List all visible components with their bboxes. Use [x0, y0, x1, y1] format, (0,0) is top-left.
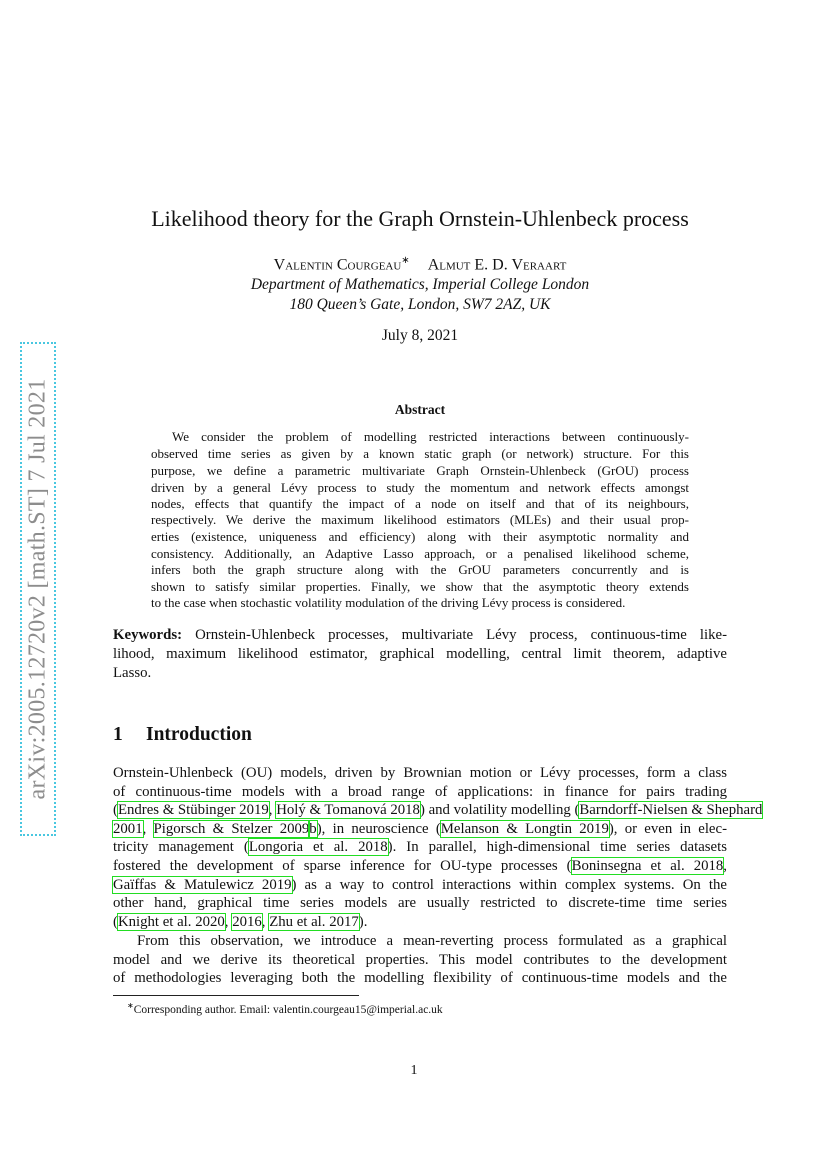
keywords-line — [113, 626, 727, 645]
abstract-heading: Abstract — [394, 402, 446, 417]
keywords-text: Ornstein-Uhlenbeck processes, multivariate Lévy process, continuous-time like- — [195, 627, 727, 643]
paper-title: Likelihood theory for the Graph Ornstein-Uhlenbeck process — [151, 206, 689, 231]
citation-link[interactable]: Longoria et al. 2018 — [248, 839, 388, 855]
abstract-line: nodes, effects that quantify the impact of a node on itself and that of its neighbours, — [151, 496, 689, 511]
arxiv-identifier-stamp — [20, 342, 56, 836]
citation-link[interactable]: Holý & Tomanová 2018 — [276, 802, 420, 818]
abstract-line: erties (existence, uniqueness and efficiency) along with their asymptotic normality and — [151, 529, 689, 544]
footnote-rule — [113, 995, 359, 996]
citation-link[interactable]: Barndorff-Nielsen & Shephard — [579, 802, 763, 818]
citation-link[interactable]: Endres & Stübinger 2019 — [117, 802, 269, 818]
abstract-line: to the case when stochastic volatility modulation of the driving Lévy process is considered. — [151, 595, 626, 610]
body-line: fostered the development of sparse inference for OU-type processes (Boninsegna et al. 2018, — [113, 858, 727, 874]
citation-link[interactable]: 2016 — [232, 914, 262, 930]
body-line: 2001, Pigorsch & Stelzer 2009b), in neuroscience (Melanson & Longtin 2019), or even in elec- — [113, 821, 727, 837]
citation-link[interactable]: Melanson & Longtin 2019 — [440, 821, 609, 837]
abstract-line: consistency. Additionally, an Adaptive Lasso approach, or a penalised likelihood scheme, — [151, 546, 689, 561]
abstract-line: respectively. We derive the maximum likelihood estimators (MLEs) and their usual prop- — [151, 512, 689, 527]
abstract-line: We consider the problem of modelling restricted interactions between continuously- — [172, 429, 689, 444]
footnote-mark: ∗ — [127, 1001, 134, 1010]
citation-link[interactable]: b — [309, 821, 317, 837]
arxiv-identifier-text: arXiv:2005.12720v2 [math.ST] 7 Jul 2021 — [24, 378, 51, 800]
citation-link[interactable]: Zhu et al. 2017 — [269, 914, 359, 930]
citation-link[interactable]: 2001 — [113, 821, 143, 837]
citation-link[interactable]: Pigorsch & Stelzer 2009 — [153, 821, 310, 837]
abstract-line: purpose, we define a parametric multivariate Graph Ornstein-Uhlenbeck (GrOU) process — [151, 463, 689, 478]
paper-date: July 8, 2021 — [381, 327, 459, 344]
citation-link[interactable]: Knight et al. 2020 — [117, 914, 225, 930]
footnote-text: Corresponding author. Email: valentin.courgeau15@imperial.ac.uk — [133, 1003, 443, 1016]
author-list — [110, 255, 730, 274]
affiliation-address: 180 Queen’s Gate, London, SW7 2AZ, UK — [289, 296, 551, 313]
citation-link[interactable]: Gaïffas & Matulewicz 2019 — [113, 877, 292, 893]
author-name: Valentin Courgeau — [273, 256, 402, 274]
keywords-line: Lasso. — [113, 665, 152, 681]
body-line: other hand, graphical time series models are usually restricted to discrete-time time series — [113, 895, 727, 911]
body-line: Gaïffas & Matulewicz 2019) as a way to control interactions within complex systems. On the — [113, 877, 727, 893]
keywords-label: Keywords: — [113, 627, 183, 643]
page-number: 1 — [410, 1063, 418, 1078]
section-title: Introduction — [146, 724, 252, 745]
body-line: (Knight et al. 2020, 2016, Zhu et al. 2017). — [113, 914, 368, 930]
section-number: 1 — [113, 724, 123, 745]
abstract-line: driven by a general Lévy process to study the momentum and network effects amongst — [151, 480, 689, 495]
body-line: (Endres & Stübinger 2019, Holý & Tomanová 2018) and volatility modelling (Barndorff-Nielsen & Shephard — [113, 802, 763, 818]
section-heading — [113, 724, 252, 746]
body-line: tricity management (Longoria et al. 2018). In parallel, high-dimensional time series datasets — [113, 839, 727, 855]
body-line: model and we derive its theoretical properties. This model contributes to the development — [113, 952, 727, 968]
abstract-line: observed time series as given by a known static graph (or network) structure. For this — [151, 446, 689, 461]
body-line: of continuous-time models with a broad range of applications: in finance for pairs trading — [113, 784, 727, 800]
body-line: From this observation, we introduce a mean-reverting process formulated as a graphical — [137, 933, 727, 949]
abstract-line: shown to satisfy similar properties. Finally, we show that the asymptotic theory extends — [151, 579, 689, 594]
corresponding-author-mark: ∗ — [401, 255, 410, 266]
affiliation-department: Department of Mathematics, Imperial College London — [250, 276, 590, 293]
abstract-line: infers both the graph structure along with the GrOU parameters concurrently and is — [151, 562, 689, 577]
citation-link[interactable]: Boninsegna et al. 2018 — [571, 858, 724, 874]
keywords-line: lihood, maximum likelihood estimator, graphical modelling, central limit theorem, adaptive — [113, 646, 727, 662]
footnote — [127, 1001, 443, 1016]
author-name: Almut E. D. Veraart — [427, 256, 567, 274]
body-line: Ornstein-Uhlenbeck (OU) models, driven by Brownian motion or Lévy processes, form a class — [113, 765, 727, 781]
body-line: of methodologies leveraging both the modelling flexibility of continuous-time models and the — [113, 970, 727, 986]
